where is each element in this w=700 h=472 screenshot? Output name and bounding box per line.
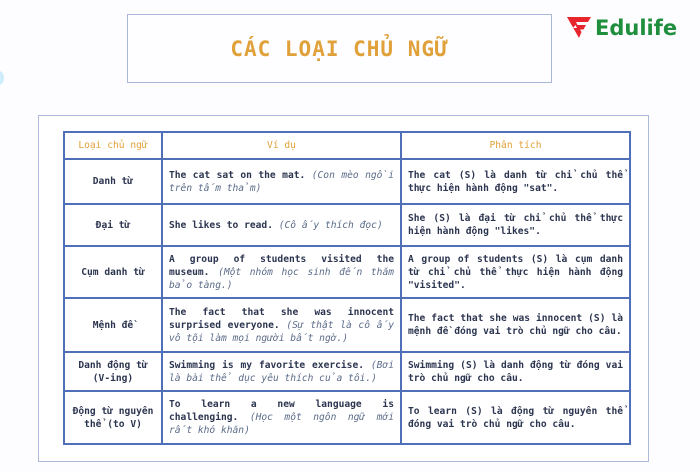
- subject-type: Danh từ: [64, 159, 162, 204]
- subject-type: Đại từ: [64, 204, 162, 246]
- analysis-text: The cat (S) là danh từ chỉ chủ thể thực hiện hành động "sat".: [408, 169, 623, 194]
- subject-type: Danh động từ (V-ing): [64, 352, 162, 391]
- example-english: A group of students visited the museum.: [169, 253, 394, 278]
- analysis: [401, 298, 630, 352]
- column-header-type: Loại chủ ngữ: [64, 132, 162, 159]
- example-vietnamese: (Cô ấy thích đọc): [278, 219, 383, 231]
- analysis-text: A group of students (S) là cụm danh từ chỉ chủ thể thực hiện hành động "visited".: [408, 253, 623, 291]
- column-header-analysis: Phân tích: [401, 132, 630, 159]
- example-english: To learn a new language is challenging.: [169, 399, 394, 423]
- example: [162, 246, 401, 298]
- analysis-text: The fact that she was innocent (S) là mệnh đề đóng vai trò chủ ngữ cho câu.: [408, 313, 623, 337]
- analysis-text: To learn (S) là động từ nguyên thể đóng vai trò chủ ngữ cho câu.: [408, 405, 623, 430]
- example-vietnamese: (Con mèo ngồi trên tấm thảm): [169, 169, 394, 194]
- analysis-text: She (S) là đại từ chỉ chủ thể thực hiện hành động "likes".: [408, 213, 623, 237]
- example: [162, 352, 401, 391]
- analysis-text: Swimming (S) là danh động từ đóng vai trò chủ ngữ cho câu.: [408, 359, 623, 384]
- analysis: [401, 352, 630, 391]
- example-vietnamese: (Một nhóm học sinh đến thăm bảo tàng.): [169, 266, 394, 291]
- table-row: [64, 391, 630, 444]
- example: [162, 204, 401, 246]
- example-english: The fact that she was innocent surprised everyone.: [169, 306, 394, 331]
- table-row: [64, 159, 630, 204]
- subject-type: Mệnh đề: [64, 298, 162, 352]
- analysis: [401, 391, 630, 444]
- column-header-example: Ví dụ: [162, 132, 401, 159]
- analysis: [401, 159, 630, 204]
- example-english: She likes to read.: [169, 219, 273, 231]
- decorative-dot: [0, 71, 4, 85]
- analysis: [401, 246, 630, 298]
- example-english: The cat sat on the mat.: [169, 169, 306, 181]
- example-vietnamese: (Sự thật là cô ấy vô tội làm mọi người bất ngờ.): [169, 319, 395, 344]
- table-row: [64, 246, 630, 298]
- subject-types-table: [63, 131, 631, 445]
- example: [162, 298, 401, 352]
- analysis: [401, 204, 630, 246]
- edulife-logo-icon: [566, 15, 592, 41]
- page-title: CÁC LOẠI CHỦ NGỮ: [230, 36, 449, 61]
- table-row: [64, 204, 630, 246]
- table-header-row: [64, 132, 630, 159]
- edulife-logo: [566, 14, 677, 42]
- example: [162, 391, 401, 444]
- subject-type: Động từ nguyên thể (to V): [64, 391, 162, 444]
- table-row: [64, 352, 630, 391]
- example-vietnamese: (Bơi là bài thể dục yêu thích của tôi.): [169, 359, 395, 384]
- subject-type: Cụm danh từ: [64, 246, 162, 298]
- table-row: [64, 298, 630, 352]
- example-english: Swimming is my favorite exercise.: [169, 359, 365, 371]
- title-box: [127, 14, 552, 83]
- logo-text: Edulife: [595, 16, 678, 40]
- example-vietnamese: (Học một ngôn ngữ mới rất khó khăn): [169, 412, 394, 436]
- example: [162, 159, 401, 204]
